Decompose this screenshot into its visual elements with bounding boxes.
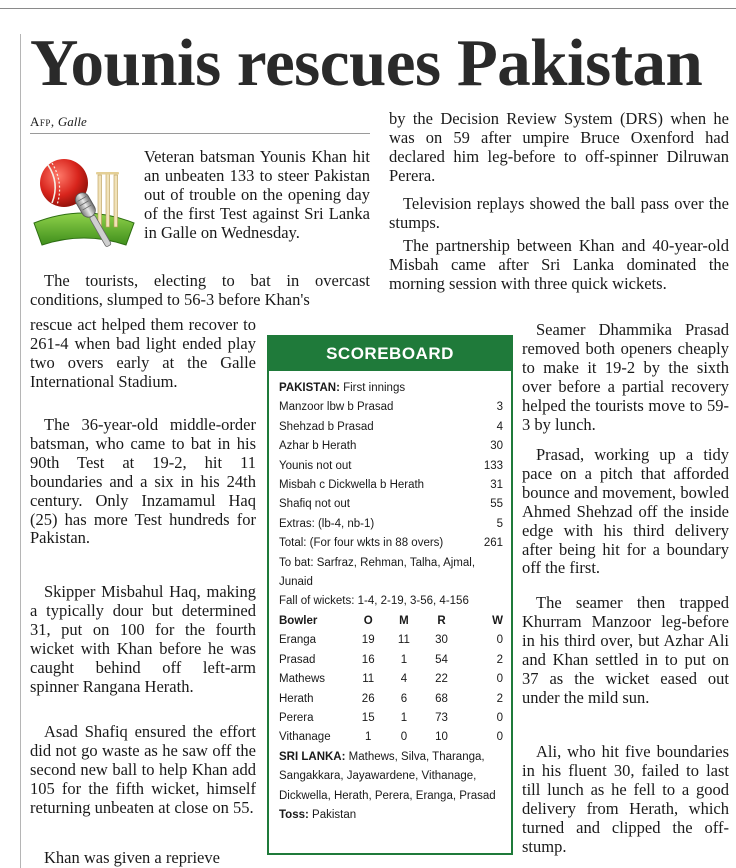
article-paragraph-6: Khan was given a reprieve [44,848,220,867]
innings-label: First innings [339,382,406,394]
batsman-runs: 133 [483,459,503,472]
bowling-header-maidens: M [399,614,409,627]
byline [30,114,87,130]
batsman-entry: Misbah c Dickwella b Herath [279,479,425,492]
bowler-name: Perera [279,711,314,724]
bowler-runs: 73 [435,711,448,724]
bowler-runs: 30 [435,634,448,647]
bowler-runs: 54 [435,653,448,666]
bowler-maidens: 0 [400,731,408,744]
batsman-entry: Younis not out [279,459,352,472]
bowler-wickets: 2 [496,653,503,666]
article-paragraph-3: The 36-year-old middle-order batsman, who came to bat in his 90th Test at 19-2, hit 11 boundaries and a six in his 24th century. Only Inzamamul Haq (25) has more Test hundreds for Pakistan. [30,415,256,548]
bowler-runs: 68 [435,692,448,705]
sri-lanka-squad [279,748,503,806]
bowler-name: Eranga [279,634,317,647]
bowling-row [279,670,503,689]
to-bat-list: To bat: Sarfraz, Rehman, Talha, Ajmal, Junaid [279,556,476,589]
batting-row [279,457,503,476]
batting-row [279,495,503,514]
batsman-runs: 31 [490,479,503,492]
bowler-name: Mathews [279,673,326,686]
bowler-wickets: 0 [496,711,503,724]
bowler-maidens: 11 [397,634,410,647]
article-paragraph-13: Ali, who hit five boundaries in his fluent 30, failed to last till lunch as he fell to a good delivery from Herath, which turned and clipped the off-stump. [522,742,729,856]
column-rule [20,34,21,868]
article-paragraph-4: Skipper Misbahul Haq, making a typically dour but determined 31, put on 100 for the fourth wicket with Khan before he was caught behind off left-arm spinner Rangana Herath. [30,582,256,696]
bowling-header-row [279,612,503,631]
batsman-entry: Manzoor lbw b Prasad [279,401,394,414]
bowler-maidens: 1 [400,711,408,724]
article-paragraph-1: Veteran batsman Younis Khan hit an unbeaten 133 to steer Pakistan out of trouble on the opening day of the first Test against Sri Lanka in Galle on Wednesday. [144,147,370,242]
scoreboard-body [269,371,511,825]
byline-location: Galle [57,114,87,129]
article-paragraph-9: The partnership between Khan and 40-year-old Misbah came after Sri Lanka dominated the morning session with three quick wickets. [389,236,729,293]
bowler-runs: 22 [435,673,448,686]
batsman-runs: 30 [490,440,503,453]
sri-lanka-label: SRI LANKA: [279,750,346,763]
batsman-runs: 4 [496,420,503,433]
bowling-row [279,709,503,728]
bowler-overs: 26 [361,692,375,705]
bowler-overs: 11 [362,673,375,686]
bowling-row [279,631,503,650]
fall-of-wickets: Fall of wickets: 1-4, 2-19, 3-56, 4-156 [279,595,469,608]
team-label: PAKISTAN: [279,382,340,394]
batsman-entry: Shehzad b Prasad [279,420,374,433]
batsman-entry: Azhar b Herath [279,440,357,453]
cricket-ball-and-stumps-icon [30,145,138,260]
article-paragraph-7: by the Decision Review System (DRS) when he was on 59 after umpire Bruce Oxenford had declared him leg-before to off-spinner Dilruwan Perera. [389,109,729,185]
scoreboard-title: SCOREBOARD [269,337,511,371]
top-rule [0,8,736,9]
bowler-wickets: 2 [496,692,503,705]
batsman-runs: 55 [490,498,503,511]
article-paragraph-11: Prasad, working up a tidy pace on a pitch that afforded bounce and movement, bowled Ahmed Shehzad off the inside edge with his third delivery after being hit for a boundary off the first. [522,445,729,578]
byline-agency: Afp, [30,114,55,129]
sri-lanka-players: Mathews, Silva, Tharanga, Sangakkara, Jayawardene, Vithanage, Dickwella, Herath, Perera, Eranga, Prasad [279,750,496,802]
bowler-runs: 10 [435,731,448,744]
extras-label: Extras: (lb-4, nb-1) [279,517,375,530]
bowler-wickets: 0 [496,634,503,647]
batting-row [279,418,503,437]
bowling-header-wickets: W [492,614,503,627]
bowling-header-runs: R [437,614,446,627]
bowling-header-bowler: Bowler [279,614,318,627]
extras-runs: 5 [496,517,503,530]
bowler-maidens: 6 [400,692,408,705]
bowler-maidens: 4 [400,673,408,686]
bowler-wickets: 0 [496,673,503,686]
total-row [279,534,503,553]
bowling-header-overs: O [363,614,373,627]
bowler-name: Prasad [279,653,316,666]
bowling-row [279,651,503,670]
article-paragraph-12: The seamer then trapped Khurram Manzoor leg-before in his third over, but Azhar Ali and Khan settled in to put on 37 as the wicket eased out under the mild sun. [522,593,729,707]
bowler-wickets: 0 [496,731,503,744]
article-paragraph-10: Seamer Dhammika Prasad removed both openers cheaply to make it 19-2 by the sixth over before a partial recovery helped the tourists move to 59-3 by lunch. [522,320,729,434]
bowler-overs: 16 [361,653,375,666]
bowler-name: Herath [279,692,314,705]
batsman-entry: Shafiq not out [279,498,350,511]
bowler-overs: 1 [365,731,372,744]
scoreboard-box [267,335,513,855]
total-label: Total: (For four wkts in 88 overs) [279,537,444,550]
bowling-row [279,728,503,747]
batting-row [279,476,503,495]
batting-row [279,398,503,417]
article-paragraph-2-continued: rescue act helped them recover to 261-4 when bad light ended play two overs early at the Galle International Stadium. [30,315,256,391]
bowling-row [279,690,503,709]
bowler-name: Vithanage [279,731,331,744]
batsman-runs: 3 [496,401,503,414]
article-paragraph-5: Asad Shafiq ensured the effort did not go waste as he saw off the second new ball to help Khan add 105 for the fifth wicket, himself returning unbeaten at close on 55. [30,722,256,817]
toss-result [279,806,503,825]
total-runs: 261 [483,537,503,550]
batting-row [279,437,503,456]
article-paragraph-2: The tourists, electing to bat in overcast conditions, slumped to 56-3 before Khan's [30,271,370,309]
toss-label: Toss: [279,808,309,821]
toss-value: Pakistan [308,808,357,821]
bowler-maidens: 1 [400,653,408,666]
extras-row [279,515,503,534]
byline-rule [30,133,370,134]
bowler-overs: 15 [361,711,375,724]
innings-heading [279,379,503,398]
headline: Younis rescues Pakistan [30,26,703,100]
article-paragraph-8: Television replays showed the ball pass over the stumps. [389,194,729,232]
bowler-overs: 19 [361,634,375,647]
